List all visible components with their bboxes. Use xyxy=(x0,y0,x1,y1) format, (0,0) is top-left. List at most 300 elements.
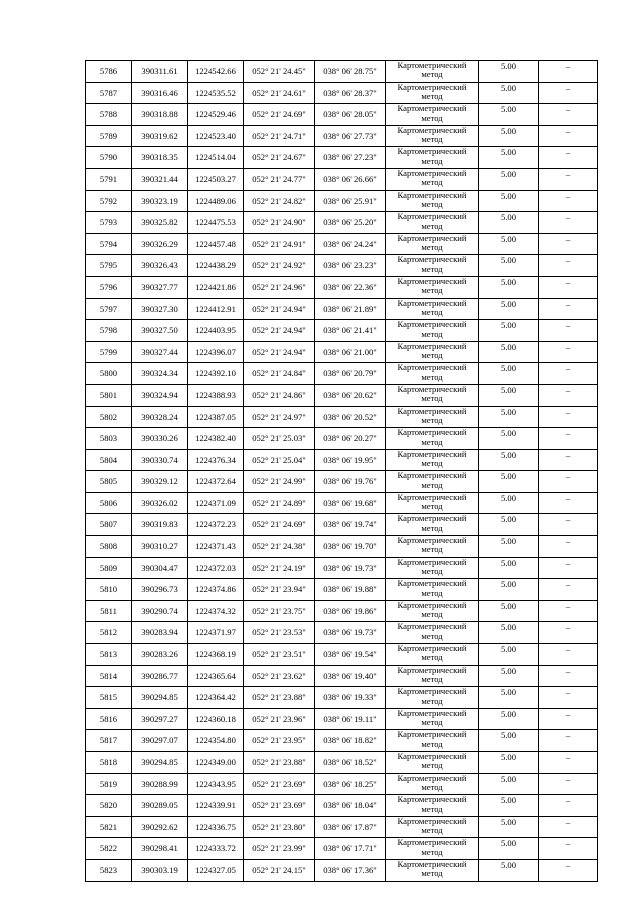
longitude-cell: 038° 06' 17.71" xyxy=(315,838,386,860)
accuracy-cell: 5.00 xyxy=(479,276,539,298)
method-label-line2: метод xyxy=(421,198,443,209)
x-coordinate-cell: 390330.26 xyxy=(132,428,188,450)
latitude-cell: 052° 21' 24.99" xyxy=(244,471,315,493)
table-row xyxy=(86,687,598,709)
y-coordinate-cell: 1224514.04 xyxy=(188,147,244,169)
latitude-cell: 052° 21' 24.96" xyxy=(244,276,315,298)
latitude-cell: 052° 21' 23.96" xyxy=(244,708,315,730)
latitude-cell: 052° 21' 23.95" xyxy=(244,730,315,752)
method-label-line1: Картометрический xyxy=(397,276,467,286)
method-label-line1: Картометрический xyxy=(397,557,467,567)
table-row xyxy=(86,708,598,730)
y-coordinate-cell: 1224403.95 xyxy=(188,320,244,342)
table-row xyxy=(86,859,598,881)
method-label-line2: метод xyxy=(421,825,443,836)
table-row xyxy=(86,212,598,234)
latitude-cell: 052° 21' 24.38" xyxy=(244,536,315,558)
y-coordinate-cell: 1224396.07 xyxy=(188,341,244,363)
method-label-line2: метод xyxy=(421,695,443,706)
longitude-cell: 038° 06' 19.73" xyxy=(315,622,386,644)
method-label-line1: Картометрический xyxy=(397,449,467,459)
point-number-cell: 5792 xyxy=(86,190,132,212)
method-cell xyxy=(386,795,479,817)
y-coordinate-cell: 1224372.23 xyxy=(188,514,244,536)
point-number-cell: 5810 xyxy=(86,579,132,601)
accuracy-cell: 5.00 xyxy=(479,795,539,817)
y-coordinate-cell: 1224376.34 xyxy=(188,449,244,471)
note-cell: – xyxy=(539,104,598,126)
method-cell xyxy=(386,492,479,514)
accuracy-cell: 5.00 xyxy=(479,255,539,277)
x-coordinate-cell: 390297.27 xyxy=(132,708,188,730)
method-cell xyxy=(386,320,479,342)
table-row xyxy=(86,363,598,385)
point-number-cell: 5806 xyxy=(86,492,132,514)
latitude-cell: 052° 21' 23.88" xyxy=(244,752,315,774)
method-cell xyxy=(386,557,479,579)
longitude-cell: 038° 06' 19.11" xyxy=(315,708,386,730)
method-label-line1: Картометрический xyxy=(397,621,467,632)
method-label-line1: Картометрический xyxy=(397,492,467,502)
table-row xyxy=(86,730,598,752)
x-coordinate-cell: 390329.12 xyxy=(132,471,188,493)
y-coordinate-cell: 1224535.52 xyxy=(188,82,244,104)
method-label-line1: Картометрический xyxy=(397,665,467,675)
latitude-cell: 052° 21' 24.69" xyxy=(244,104,315,126)
method-label-line1: Картометрический xyxy=(397,837,467,848)
longitude-cell: 038° 06' 28.75" xyxy=(315,61,386,83)
table-row xyxy=(86,622,598,644)
latitude-cell: 052° 21' 23.62" xyxy=(244,665,315,687)
point-number-cell: 5819 xyxy=(86,773,132,795)
x-coordinate-cell: 390327.50 xyxy=(132,320,188,342)
point-number-cell: 5813 xyxy=(86,644,132,666)
table-row xyxy=(86,147,598,169)
point-number-cell: 5807 xyxy=(86,514,132,536)
point-number-cell: 5790 xyxy=(86,147,132,169)
accuracy-cell: 5.00 xyxy=(479,190,539,212)
method-label-line2: метод xyxy=(421,371,443,382)
latitude-cell: 052° 21' 24.97" xyxy=(244,406,315,428)
note-cell: – xyxy=(539,233,598,255)
latitude-cell: 052° 21' 23.80" xyxy=(244,816,315,838)
x-coordinate-cell: 390321.44 xyxy=(132,168,188,190)
longitude-cell: 038° 06' 20.52" xyxy=(315,406,386,428)
note-cell: – xyxy=(539,61,598,83)
method-cell xyxy=(386,773,479,795)
longitude-cell: 038° 06' 23.23" xyxy=(315,255,386,277)
longitude-cell: 038° 06' 26.66" xyxy=(315,168,386,190)
latitude-cell: 052° 21' 24.19" xyxy=(244,557,315,579)
longitude-cell: 038° 06' 20.79" xyxy=(315,363,386,385)
y-coordinate-cell: 1224371.09 xyxy=(188,492,244,514)
method-cell xyxy=(386,406,479,428)
method-cell xyxy=(386,190,479,212)
method-label-line1: Картометрический xyxy=(397,362,467,373)
x-coordinate-cell: 390316.46 xyxy=(132,82,188,104)
x-coordinate-cell: 390323.19 xyxy=(132,190,188,212)
y-coordinate-cell: 1224327.05 xyxy=(188,859,244,881)
method-cell xyxy=(386,579,479,601)
point-number-cell: 5794 xyxy=(86,233,132,255)
method-cell xyxy=(386,514,479,536)
y-coordinate-cell: 1224368.19 xyxy=(188,644,244,666)
method-cell xyxy=(386,730,479,752)
method-label-line2: метод xyxy=(421,674,443,685)
x-coordinate-cell: 390288.99 xyxy=(132,773,188,795)
longitude-cell: 038° 06' 19.73" xyxy=(315,557,386,579)
y-coordinate-cell: 1224360.18 xyxy=(188,708,244,730)
method-label-line2: метод xyxy=(421,760,443,771)
table-row xyxy=(86,600,598,622)
table-row xyxy=(86,449,598,471)
point-number-cell: 5802 xyxy=(86,406,132,428)
accuracy-cell: 5.00 xyxy=(479,147,539,169)
point-number-cell: 5815 xyxy=(86,687,132,709)
method-label-line2: метод xyxy=(421,242,443,253)
point-number-cell: 5788 xyxy=(86,104,132,126)
point-number-cell: 5801 xyxy=(86,384,132,406)
latitude-cell: 052° 21' 24.89" xyxy=(244,492,315,514)
accuracy-cell: 5.00 xyxy=(479,233,539,255)
accuracy-cell: 5.00 xyxy=(479,212,539,234)
y-coordinate-cell: 1224365.64 xyxy=(188,665,244,687)
method-label-line2: метод xyxy=(421,91,443,101)
accuracy-cell: 5.00 xyxy=(479,708,539,730)
x-coordinate-cell: 390318.88 xyxy=(132,104,188,126)
method-label-line2: метод xyxy=(421,868,443,879)
x-coordinate-cell: 390327.30 xyxy=(132,298,188,320)
y-coordinate-cell: 1224349.00 xyxy=(188,752,244,774)
x-coordinate-cell: 390330.74 xyxy=(132,449,188,471)
note-cell: – xyxy=(539,795,598,817)
y-coordinate-cell: 1224333.72 xyxy=(188,838,244,860)
accuracy-cell: 5.00 xyxy=(479,82,539,104)
point-number-cell: 5808 xyxy=(86,536,132,558)
method-cell xyxy=(386,665,479,687)
y-coordinate-cell: 1224339.91 xyxy=(188,795,244,817)
method-label-line1: Картометрический xyxy=(397,773,467,783)
method-label-line1: Картометрический xyxy=(397,751,467,761)
method-cell xyxy=(386,816,479,838)
x-coordinate-cell: 390292.62 xyxy=(132,816,188,838)
method-cell xyxy=(386,708,479,730)
point-number-cell: 5822 xyxy=(86,838,132,860)
longitude-cell: 038° 06' 28.05" xyxy=(315,104,386,126)
latitude-cell: 052° 21' 24.90" xyxy=(244,212,315,234)
method-label-line2: метод xyxy=(421,846,443,857)
point-number-cell: 5818 xyxy=(86,752,132,774)
note-cell: – xyxy=(539,320,598,342)
latitude-cell: 052° 21' 24.94" xyxy=(244,341,315,363)
latitude-cell: 052° 21' 24.69" xyxy=(244,514,315,536)
longitude-cell: 038° 06' 17.36" xyxy=(315,859,386,881)
method-label-line1: Картометрический xyxy=(397,146,467,157)
latitude-cell: 052° 21' 24.94" xyxy=(244,298,315,320)
method-label-line2: метод xyxy=(421,155,443,166)
method-label-line2: метод xyxy=(421,566,443,577)
method-cell xyxy=(386,276,479,298)
latitude-cell: 052° 21' 23.94" xyxy=(244,579,315,601)
point-number-cell: 5814 xyxy=(86,665,132,687)
table-row xyxy=(86,471,598,493)
x-coordinate-cell: 390297.07 xyxy=(132,730,188,752)
method-cell xyxy=(386,147,479,169)
table-row xyxy=(86,773,598,795)
accuracy-cell: 5.00 xyxy=(479,104,539,126)
x-coordinate-cell: 390327.44 xyxy=(132,341,188,363)
note-cell: – xyxy=(539,168,598,190)
method-cell xyxy=(386,363,479,385)
latitude-cell: 052° 21' 24.91" xyxy=(244,233,315,255)
table-row xyxy=(86,276,598,298)
method-label-line2: метод xyxy=(421,414,443,425)
note-cell: – xyxy=(539,816,598,838)
method-cell xyxy=(386,622,479,644)
x-coordinate-cell: 390310.27 xyxy=(132,536,188,558)
accuracy-cell: 5.00 xyxy=(479,816,539,838)
point-number-cell: 5809 xyxy=(86,557,132,579)
method-cell xyxy=(386,752,479,774)
y-coordinate-cell: 1224523.40 xyxy=(188,125,244,147)
method-label-line1: Картометрический xyxy=(397,384,467,394)
method-label-line1: Картометрический xyxy=(397,643,467,654)
method-label-line1: Картометрический xyxy=(397,190,467,200)
point-number-cell: 5811 xyxy=(86,600,132,622)
table-row xyxy=(86,61,598,83)
accuracy-cell: 5.00 xyxy=(479,773,539,795)
x-coordinate-cell: 390296.73 xyxy=(132,579,188,601)
latitude-cell: 052° 21' 24.94" xyxy=(244,320,315,342)
latitude-cell: 052° 21' 23.69" xyxy=(244,795,315,817)
note-cell: – xyxy=(539,125,598,147)
longitude-cell: 038° 06' 25.91" xyxy=(315,190,386,212)
y-coordinate-cell: 1224387.05 xyxy=(188,406,244,428)
y-coordinate-cell: 1224354.80 xyxy=(188,730,244,752)
table-row xyxy=(86,752,598,774)
latitude-cell: 052° 21' 23.69" xyxy=(244,773,315,795)
accuracy-cell: 5.00 xyxy=(479,644,539,666)
method-label-line1: Картометрический xyxy=(397,233,467,243)
longitude-cell: 038° 06' 17.87" xyxy=(315,816,386,838)
table-row xyxy=(86,644,598,666)
method-label-line2: метод xyxy=(421,522,443,533)
table-row xyxy=(86,255,598,277)
y-coordinate-cell: 1224529.46 xyxy=(188,104,244,126)
y-coordinate-cell: 1224372.03 xyxy=(188,557,244,579)
x-coordinate-cell: 390294.85 xyxy=(132,752,188,774)
method-label-line2: метод xyxy=(421,587,443,598)
longitude-cell: 038° 06' 18.52" xyxy=(315,752,386,774)
note-cell: – xyxy=(539,838,598,860)
table-row xyxy=(86,428,598,450)
method-label-line2: метод xyxy=(421,306,443,317)
latitude-cell: 052° 21' 24.61" xyxy=(244,82,315,104)
latitude-cell: 052° 21' 24.84" xyxy=(244,363,315,385)
point-number-cell: 5816 xyxy=(86,708,132,730)
method-label-line2: метод xyxy=(421,782,443,792)
latitude-cell: 052° 21' 23.88" xyxy=(244,687,315,709)
y-coordinate-cell: 1224412.91 xyxy=(188,298,244,320)
method-cell xyxy=(386,61,479,83)
accuracy-cell: 5.00 xyxy=(479,449,539,471)
longitude-cell: 038° 06' 19.74" xyxy=(315,514,386,536)
method-label-line2: метод xyxy=(421,328,443,339)
point-number-cell: 5789 xyxy=(86,125,132,147)
y-coordinate-cell: 1224372.64 xyxy=(188,471,244,493)
method-label-line1: Картометрический xyxy=(397,794,467,805)
table-row xyxy=(86,579,598,601)
latitude-cell: 052° 21' 25.03" xyxy=(244,428,315,450)
x-coordinate-cell: 390327.77 xyxy=(132,276,188,298)
table-row xyxy=(86,298,598,320)
method-cell xyxy=(386,471,479,493)
table-row xyxy=(86,816,598,838)
point-number-cell: 5796 xyxy=(86,276,132,298)
note-cell: – xyxy=(539,708,598,730)
note-cell: – xyxy=(539,687,598,709)
note-cell: – xyxy=(539,190,598,212)
note-cell: – xyxy=(539,255,598,277)
x-coordinate-cell: 390311.61 xyxy=(132,61,188,83)
longitude-cell: 038° 06' 19.54" xyxy=(315,644,386,666)
point-number-cell: 5786 xyxy=(86,61,132,83)
y-coordinate-cell: 1224475.53 xyxy=(188,212,244,234)
accuracy-cell: 5.00 xyxy=(479,665,539,687)
y-coordinate-cell: 1224438.29 xyxy=(188,255,244,277)
accuracy-cell: 5.00 xyxy=(479,752,539,774)
point-number-cell: 5800 xyxy=(86,363,132,385)
table-row xyxy=(86,795,598,817)
method-cell xyxy=(386,341,479,363)
longitude-cell: 038° 06' 18.82" xyxy=(315,730,386,752)
method-cell xyxy=(386,859,479,881)
method-cell xyxy=(386,255,479,277)
method-label-line1: Картометрический xyxy=(397,319,467,330)
latitude-cell: 052° 21' 23.75" xyxy=(244,600,315,622)
y-coordinate-cell: 1224371.43 xyxy=(188,536,244,558)
longitude-cell: 038° 06' 21.41" xyxy=(315,320,386,342)
accuracy-cell: 5.00 xyxy=(479,557,539,579)
method-cell xyxy=(386,125,479,147)
method-label-line1: Картометрический xyxy=(397,600,467,610)
table-body xyxy=(86,61,598,882)
note-cell: – xyxy=(539,298,598,320)
x-coordinate-cell: 390283.94 xyxy=(132,622,188,644)
longitude-cell: 038° 06' 27.23" xyxy=(315,147,386,169)
method-label-line2: метод xyxy=(421,177,443,188)
accuracy-cell: 5.00 xyxy=(479,492,539,514)
longitude-cell: 038° 06' 21.00" xyxy=(315,341,386,363)
accuracy-cell: 5.00 xyxy=(479,622,539,644)
method-cell xyxy=(386,384,479,406)
y-coordinate-cell: 1224542.66 xyxy=(188,61,244,83)
y-coordinate-cell: 1224382.40 xyxy=(188,428,244,450)
x-coordinate-cell: 390325.82 xyxy=(132,212,188,234)
method-label-line1: Картометрический xyxy=(397,708,467,718)
point-number-cell: 5795 xyxy=(86,255,132,277)
latitude-cell: 052° 21' 24.86" xyxy=(244,384,315,406)
point-number-cell: 5791 xyxy=(86,168,132,190)
longitude-cell: 038° 06' 19.86" xyxy=(315,600,386,622)
accuracy-cell: 5.00 xyxy=(479,363,539,385)
table-row xyxy=(86,233,598,255)
note-cell: – xyxy=(539,82,598,104)
note-cell: – xyxy=(539,428,598,450)
point-number-cell: 5817 xyxy=(86,730,132,752)
x-coordinate-cell: 390326.02 xyxy=(132,492,188,514)
latitude-cell: 052° 21' 24.71" xyxy=(244,125,315,147)
method-label-line1: Картометрический xyxy=(397,513,467,524)
method-label-line2: метод xyxy=(421,350,443,361)
method-label-line1: Картометрический xyxy=(397,341,467,351)
longitude-cell: 038° 06' 19.76" xyxy=(315,471,386,493)
longitude-cell: 038° 06' 20.62" xyxy=(315,384,386,406)
x-coordinate-cell: 390324.34 xyxy=(132,363,188,385)
table-row xyxy=(86,838,598,860)
point-number-cell: 5787 xyxy=(86,82,132,104)
longitude-cell: 038° 06' 19.70" xyxy=(315,536,386,558)
method-cell xyxy=(386,687,479,709)
method-label-line2: метод xyxy=(421,717,443,728)
longitude-cell: 038° 06' 25.20" xyxy=(315,212,386,234)
point-number-cell: 5823 xyxy=(86,859,132,881)
x-coordinate-cell: 390289.05 xyxy=(132,795,188,817)
y-coordinate-cell: 1224374.86 xyxy=(188,579,244,601)
x-coordinate-cell: 390286.77 xyxy=(132,665,188,687)
method-label-line1: Картометрический xyxy=(397,103,467,114)
y-coordinate-cell: 1224457.48 xyxy=(188,233,244,255)
latitude-cell: 052° 21' 23.51" xyxy=(244,644,315,666)
x-coordinate-cell: 390319.83 xyxy=(132,514,188,536)
method-cell xyxy=(386,536,479,558)
method-label-line1: Картометрический xyxy=(397,816,467,826)
note-cell: – xyxy=(539,514,598,536)
method-label-line1: Картометрический xyxy=(397,168,467,178)
method-label-line2: метод xyxy=(421,652,443,663)
accuracy-cell: 5.00 xyxy=(479,406,539,428)
longitude-cell: 038° 06' 20.27" xyxy=(315,428,386,450)
method-cell xyxy=(386,298,479,320)
method-cell xyxy=(386,233,479,255)
x-coordinate-cell: 390326.29 xyxy=(132,233,188,255)
note-cell: – xyxy=(539,644,598,666)
x-coordinate-cell: 390304.47 xyxy=(132,557,188,579)
longitude-cell: 038° 06' 18.25" xyxy=(315,773,386,795)
table-row xyxy=(86,514,598,536)
method-label-line1: Картометрический xyxy=(397,729,467,740)
y-coordinate-cell: 1224421.86 xyxy=(188,276,244,298)
method-label-line2: метод xyxy=(421,393,443,404)
y-coordinate-cell: 1224388.93 xyxy=(188,384,244,406)
longitude-cell: 038° 06' 19.33" xyxy=(315,687,386,709)
coordinates-table xyxy=(85,60,598,882)
accuracy-cell: 5.00 xyxy=(479,579,539,601)
latitude-cell: 052° 21' 24.45" xyxy=(244,61,315,83)
longitude-cell: 038° 06' 19.40" xyxy=(315,665,386,687)
table-row xyxy=(86,557,598,579)
method-label-line2: метод xyxy=(421,112,443,123)
longitude-cell: 038° 06' 21.89" xyxy=(315,298,386,320)
note-cell: – xyxy=(539,600,598,622)
note-cell: – xyxy=(539,665,598,687)
longitude-cell: 038° 06' 18.04" xyxy=(315,795,386,817)
method-label-line2: метод xyxy=(421,134,443,145)
latitude-cell: 052° 21' 23.99" xyxy=(244,838,315,860)
y-coordinate-cell: 1224489.06 xyxy=(188,190,244,212)
y-coordinate-cell: 1224371.97 xyxy=(188,622,244,644)
note-cell: – xyxy=(539,492,598,514)
